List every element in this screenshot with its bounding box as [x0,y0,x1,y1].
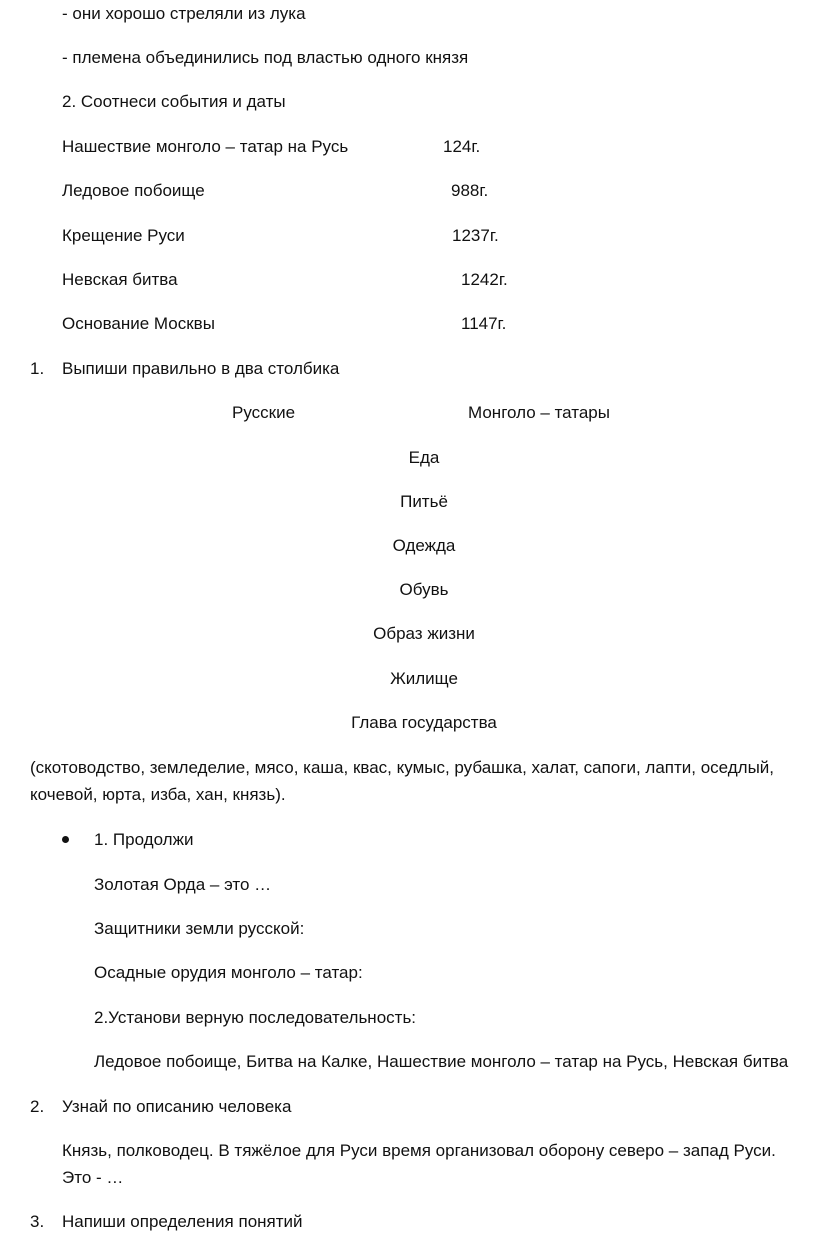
person-task-title: Узнай по описанию человека [62,1097,292,1116]
category-row: Обувь [399,580,449,599]
match-date: 988г. [451,181,489,200]
person-task-number: 2. [30,1097,45,1116]
continue-item: Защитники земли русской: [94,919,305,938]
column-header-russians: Русские [232,403,296,422]
category-row: Глава государства [351,713,497,732]
person-description-line-2: Это - … [62,1168,124,1187]
match-date: 1147г. [461,314,507,333]
bullet-icon [62,836,69,843]
intro-line-1: - они хорошо стреляли из лука [62,4,306,23]
continue-item: Золотая Орда – это … [94,875,272,894]
match-date: 1237г. [452,226,499,245]
match-task-title: 2. Соотнеси события и даты [62,92,286,111]
match-event: Ледовое побоище [62,181,205,200]
category-row: Питьё [400,492,448,511]
columns-task-title: Выпиши правильно в два столбика [62,359,340,378]
word-bank-line-2: кочевой, юрта, изба, хан, князь). [30,785,286,804]
match-event: Крещение Руси [62,226,185,245]
columns-task-number: 1. [30,359,45,378]
match-event: Нашествие монголо – татар на Русь [62,137,349,156]
match-event: Основание Москвы [62,314,215,333]
column-header-mongols: Монголо – татары [468,403,610,422]
word-bank-line-1: (скотоводство, земледелие, мясо, каша, квас, кумыс, рубашка, халат, сапоги, лапти, оседлый, [30,758,775,777]
continue-item: Осадные орудия монголо – татар: [94,963,363,982]
continue-task-title: 1. Продолжи [94,830,194,849]
category-row: Еда [408,448,440,467]
define-task-title: Напиши определения понятий [62,1212,303,1231]
category-row: Одежда [392,536,456,555]
category-row: Жилище [390,669,458,688]
intro-line-2: - племена объединились под властью одного князя [62,48,469,67]
match-event: Невская битва [62,270,178,289]
person-description-line-1: Князь, полководец. В тяжёлое для Руси время организовал оборону северо – запад Руси. [62,1141,776,1160]
continue-item: 2.Установи верную последовательность: [94,1008,417,1027]
match-date: 1242г. [461,270,508,289]
continue-item: Ледовое побоище, Битва на Калке, Нашествие монголо – татар на Русь, Невская битва [94,1052,789,1071]
define-task-number: 3. [30,1212,45,1231]
match-date: 124г. [443,137,481,156]
category-row: Образ жизни [373,624,475,643]
